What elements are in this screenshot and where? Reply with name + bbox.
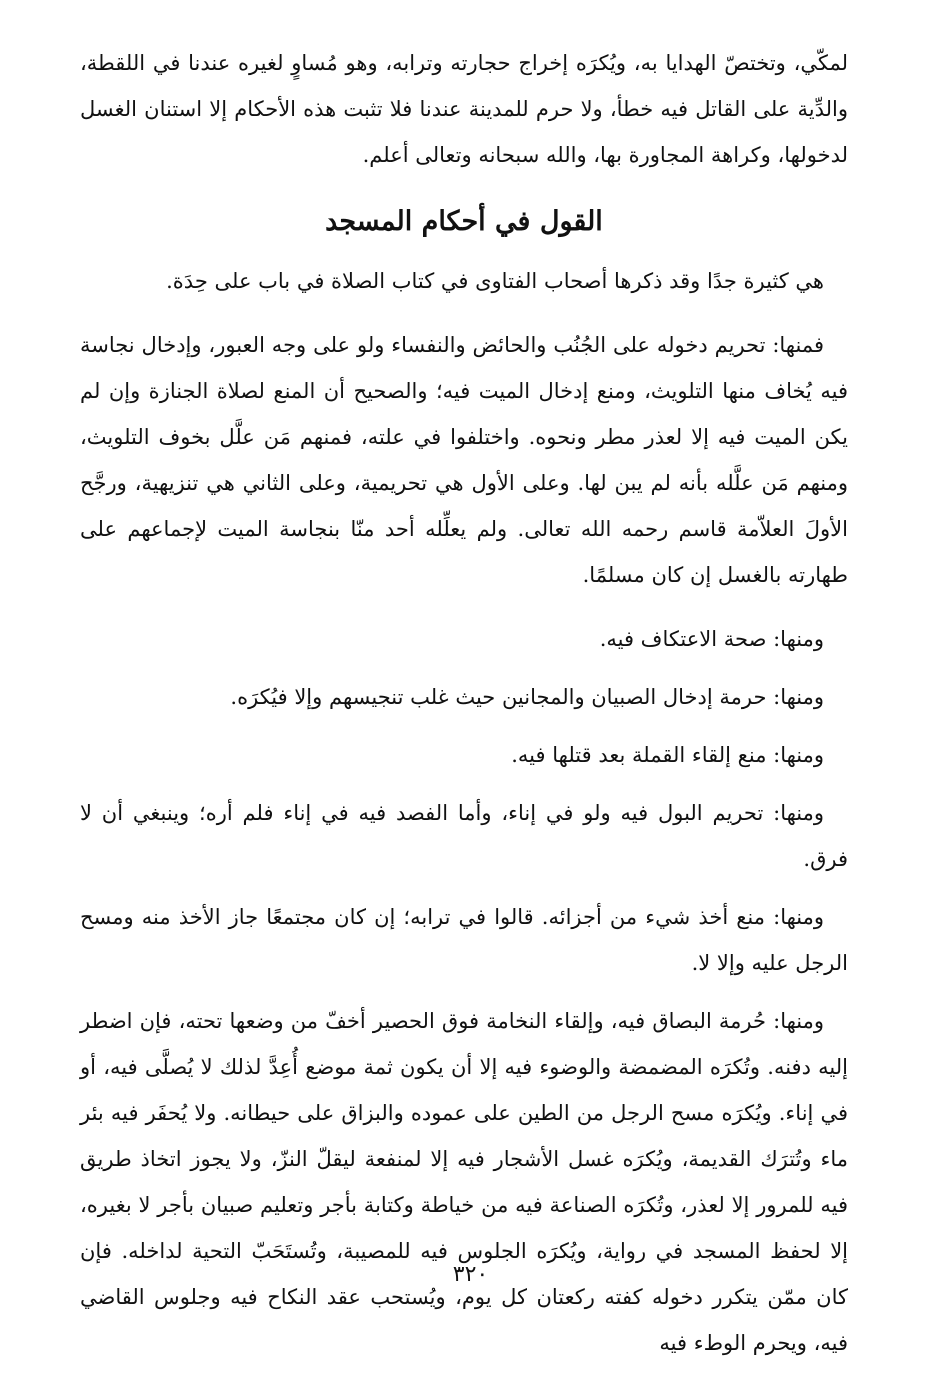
list-item: ومنها: منع إلقاء القملة بعد قتلها فيه. — [511, 743, 824, 767]
paragraph-continuation: لمكّي، وتختصّ الهدايا به، ويُكرَه إخراج حجارته وترابه، وهو مُساوٍ لغيره عندنا في اللقطة، والدِّية على القاتل فيه خطأ، ولا حرم للمدينة عندنا فلا تثبت هذه الأحكام إلا استنان الغسل لدخولها، وكراهة المجاورة بها، والله سبحانه وتعالى أعلم. — [80, 51, 848, 167]
list-item: ومنها: حرمة إدخال الصبيان والمجانين حيث غلب تنجيسهم وإلا فيُكرَه. — [230, 685, 824, 709]
page-number: ٣٢٠ — [452, 1262, 489, 1287]
list-item: ومنها: تحريم البول فيه ولو في إناء، وأما الفصد فيه في إناء فلم أره؛ وينبغي أن لا فرق. — [80, 801, 848, 871]
list-item: ومنها: منع أخذ شيء من أجزائه. قالوا في ترابه؛ إن كان مجتمعًا جاز الأخذ منه ومسح الرجل عليه وإلا لا. — [80, 905, 848, 975]
page-body — [80, 40, 848, 1384]
paragraph-first-item: فمنها: تحريم دخوله على الجُنُب والحائض والنفساء ولو على وجه العبور، وإدخال نجاسة فيه يُخاف منها التلويث، ومنع إدخال الميت فيه؛ والصحيح أن المنع لصلاة الجنازة وإن لم يكن الميت فيه إلا لعذر مطر ونحوه. واختلفوا في علته، فمنهم مَن علَّل بخوف التلويث، ومنهم مَن علَّله بأنه لم يبن لها. وعلى الأول هي تحريمية، وعلى الثاني هي تنزيهية، ورجَّح الأولَ العلاّمة قاسم رحمه الله تعالى. ولم يعلِّله أحد منّا بنجاسة الميت لإجماعهم على طهارته بالغسل إن كان مسلمًا. — [80, 333, 848, 587]
paragraph-intro: هي كثيرة جدًا وقد ذكرها أصحاب الفتاوى في كتاب الصلاة في باب على حِدَة. — [166, 269, 824, 293]
list-item: ومنها: صحة الاعتكاف فيه. — [599, 627, 824, 651]
section-heading: القول في أحكام المسجد — [325, 206, 603, 237]
paragraph-last-item: ومنها: حُرمة البصاق فيه، وإلقاء النخامة فوق الحصير أخفّ من وضعها تحته، فإن اضطر إليه دفنه. وتُكرَه المضمضة والوضوء فيه إلا أن يكون ثمة موضع أُعِدَّ لذلك لا يُصلَّى فيه، أو في إناء. ويُكرَه مسح الرجل من الطين على عموده والبزاق على حيطانه. ولا يُحفَر فيه بئر ماء وتُترَك القديمة، ويُكرَه غسل الأشجار فيه إلا لمنفعة ليقلّ النزّ، ولا يجوز اتخاذ طريق فيه للمرور إلا لعذر، وتُكرَه الصناعة فيه من خياطة وكتابة بأجر وتعليم صبيان بأجر لا بغيره، إلا لحفظ المسجد في رواية، ويُكرَه الجلوس فيه للمصيبة، وتُستَحَبّ التحية لداخله. فإن كان ممّن يتكرر دخوله كفته ركعتان كل يوم، ويُستحب عقد النكاح فيه وجلوس القاضي فيه، ويحرم الوطء فيه — [80, 1009, 848, 1355]
